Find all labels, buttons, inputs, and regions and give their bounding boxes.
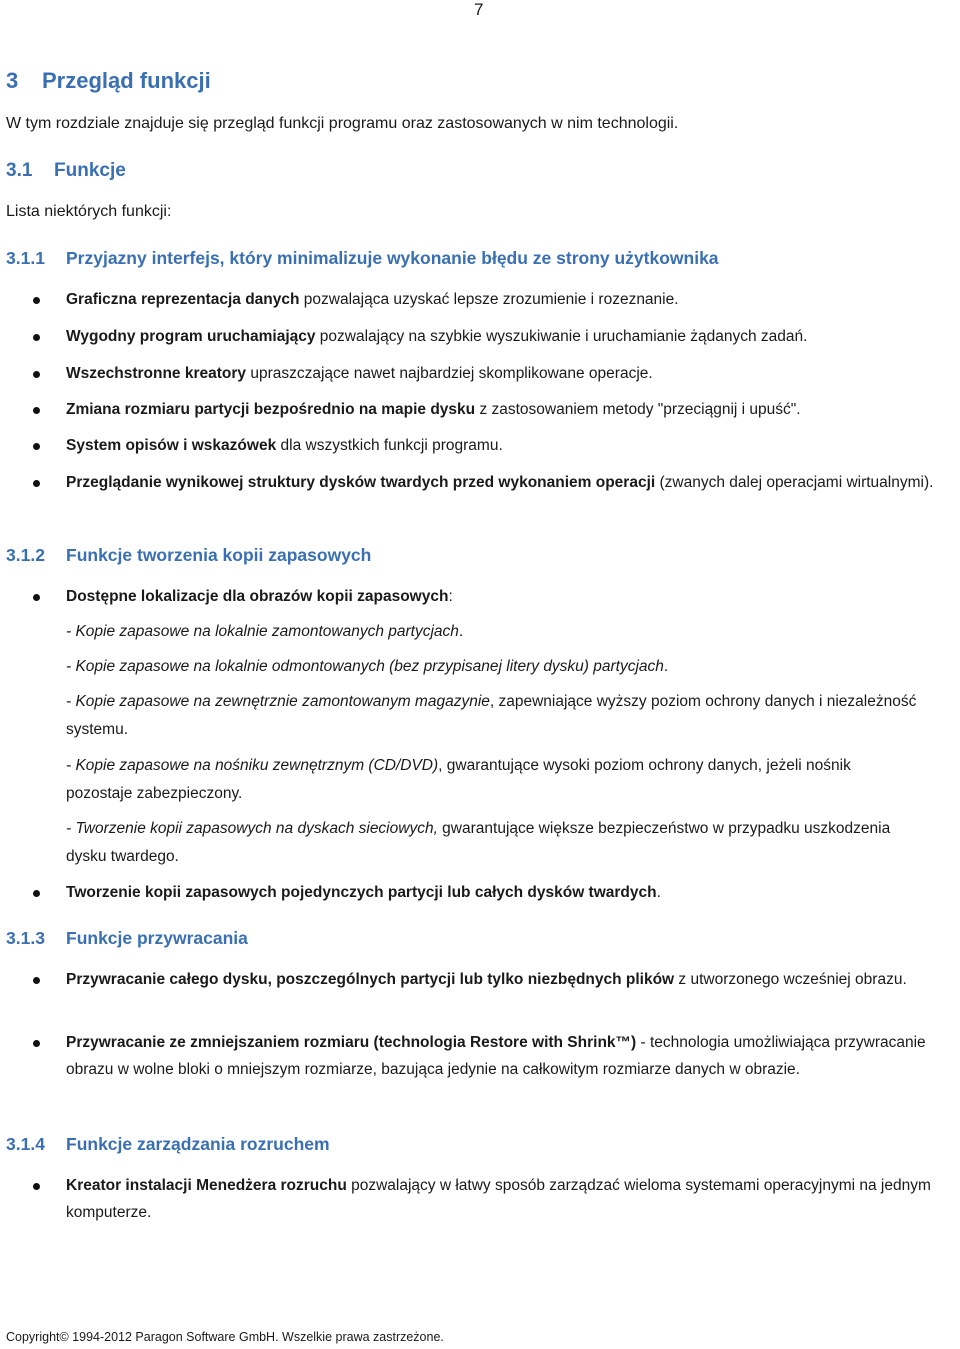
section-number: 3.1 xyxy=(6,160,33,181)
section-heading-3-1-4 xyxy=(6,1134,330,1155)
list-item: Wszechstronne kreatory upraszczające nawet najbardziej skomplikowane operacje. xyxy=(66,365,653,382)
section-title: Funkcje przywracania xyxy=(66,928,248,948)
list-item: Dostępne lokalizacje dla obrazów kopii zapasowych: xyxy=(66,588,453,605)
list-item: Zmiana rozmiaru partycji bezpośrednio na mapie dysku z zastosowaniem metody "przeciągnij i upuść". xyxy=(66,401,801,418)
sub-item: - Kopie zapasowe na nośniku zewnętrznym (CD/DVD), gwarantujące wysoki poziom ochrony danych, jeżeli nośnik pozostaje zabezpieczony. xyxy=(66,757,851,802)
bullet-icon xyxy=(33,480,40,487)
sub-item: - Kopie zapasowe na lokalnie zamontowanych partycjach. xyxy=(66,623,464,640)
section-heading-3 xyxy=(6,68,211,94)
sub-item: - Kopie zapasowe na lokalnie odmontowanych (bez przypisanej litery dysku) partycjach. xyxy=(66,658,669,675)
section-number: 3 xyxy=(6,68,19,93)
section-heading-3-1 xyxy=(6,160,126,182)
list-item: Przywracanie całego dysku, poszczególnych partycji lub tylko niezbędnych plików z utworzonego wcześniej obrazu. xyxy=(66,971,907,988)
section-heading-3-1-1 xyxy=(6,248,719,269)
list-item: Przeglądanie wynikowej struktury dysków twardych przed wykonaniem operacji (zwanych dalej operacjami wirtualnymi). xyxy=(66,474,934,491)
section-title: Przyjazny interfejs, który minimalizuje wykonanie błędu ze strony użytkownika xyxy=(66,248,719,268)
section-title: Funkcje tworzenia kopii zapasowych xyxy=(66,545,372,565)
section-3-intro: W tym rozdziale znajduje się przegląd funkcji programu oraz zastosowanych w nim technologii. xyxy=(6,115,679,132)
bullet-icon xyxy=(33,1183,40,1190)
bullet-icon xyxy=(33,594,40,601)
bullet-icon xyxy=(33,890,40,897)
list-item: Kreator instalacji Menedżera rozruchu pozwalający w łatwy sposób zarządzać wieloma systemami operacyjnymi na jednym komputerze. xyxy=(66,1177,931,1221)
footer-copyright: Copyright© 1994-2012 Paragon Software GmbH. Wszelkie prawa zastrzeżone. xyxy=(6,1330,444,1344)
bullet-icon xyxy=(33,407,40,414)
list-item: Graficzna reprezentacja danych pozwalająca uzyskać lepsze zrozumienie i rozeznanie. xyxy=(66,291,679,308)
section-heading-3-1-3 xyxy=(6,928,248,949)
section-title: Funkcje xyxy=(54,160,126,181)
sub-item: - Kopie zapasowe na zewnętrznie zamontowanym magazynie, zapewniające wyższy poziom ochrony danych i niezależność systemu. xyxy=(66,693,917,738)
list-item: System opisów i wskazówek dla wszystkich funkcji programu. xyxy=(66,437,503,454)
section-number: 3.1.3 xyxy=(6,928,45,948)
section-number: 3.1.4 xyxy=(6,1134,45,1154)
list-item: Przywracanie ze zmniejszaniem rozmiaru (technologia Restore with Shrink™) - technologia umożliwiająca przywracanie obrazu w wolne bloki o mniejszym rozmiarze, bazująca jedynie na całkowitym rozmiarze danych w obrazie. xyxy=(66,1034,926,1078)
section-3-1-intro: Lista niektórych funkcji: xyxy=(6,203,172,220)
bullet-icon xyxy=(33,371,40,378)
section-title: Funkcje zarządzania rozruchem xyxy=(66,1134,330,1154)
page-number: 7 xyxy=(474,0,484,19)
bullet-icon xyxy=(33,334,40,341)
section-number: 3.1.2 xyxy=(6,545,45,565)
list-item: Wygodny program uruchamiający pozwalający na szybkie wyszukiwanie i uruchamianie żądanych zadań. xyxy=(66,328,808,345)
section-title: Przegląd funkcji xyxy=(42,68,211,93)
section-heading-3-1-2 xyxy=(6,545,371,566)
sub-item: - Tworzenie kopii zapasowych na dyskach sieciowych, gwarantujące większe bezpieczeństwo w przypadku uszkodzenia dysku twardego. xyxy=(66,820,891,865)
bullet-icon xyxy=(33,1040,40,1047)
list-item: Tworzenie kopii zapasowych pojedynczych partycji lub całych dysków twardych. xyxy=(66,884,661,901)
bullet-icon xyxy=(33,297,40,304)
section-number: 3.1.1 xyxy=(6,248,45,268)
bullet-icon xyxy=(33,443,40,450)
bullet-icon xyxy=(33,977,40,984)
